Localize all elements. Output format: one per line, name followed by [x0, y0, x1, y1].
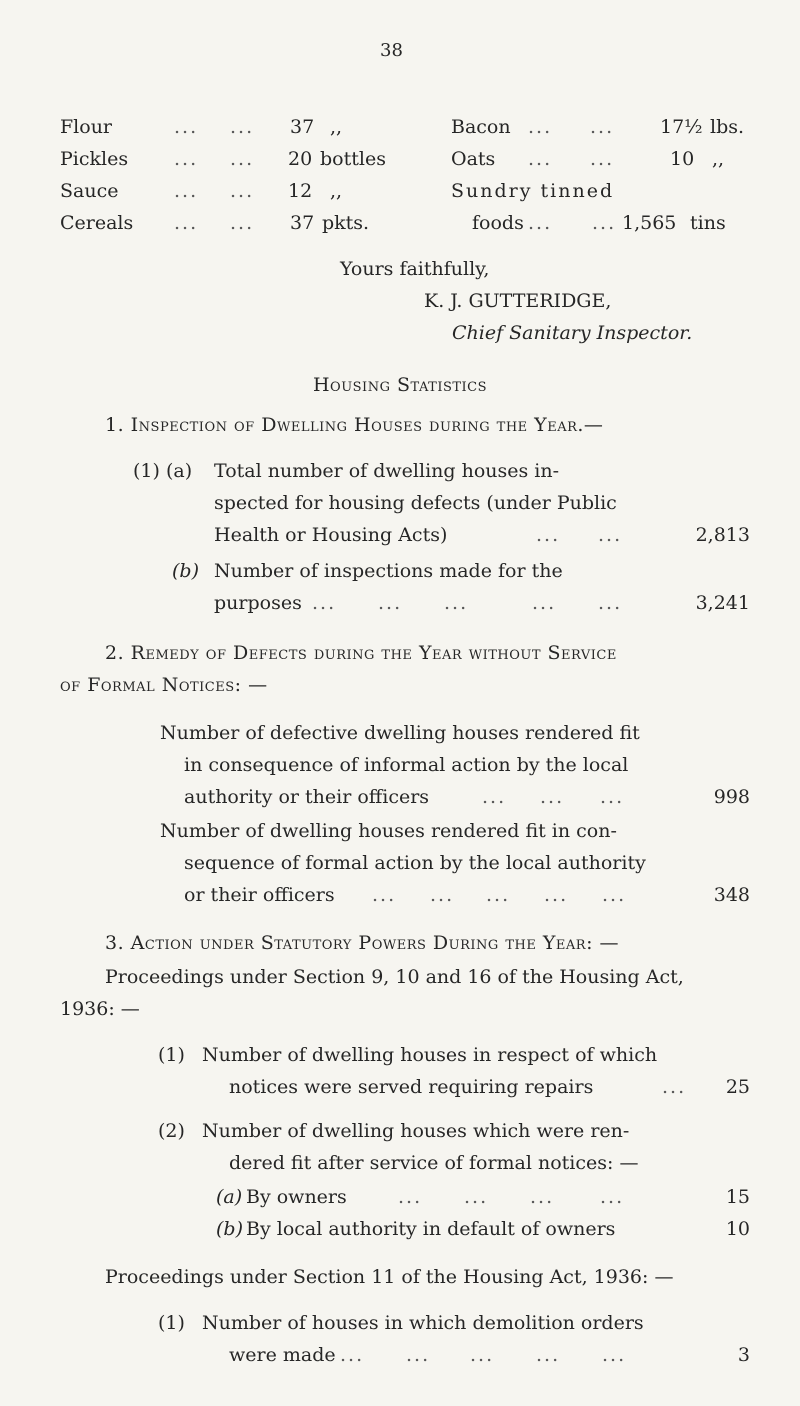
- item-text: notices were served requiring repairs: [229, 1076, 594, 1098]
- letter-closing: Yours faithfully,: [340, 258, 490, 280]
- food-qty: 37: [290, 212, 315, 234]
- page-number: 38: [380, 40, 403, 61]
- food-unit: ,,: [330, 116, 343, 138]
- paragraph-text: Proceedings under Section 11 of the Housing Act, 1936: —: [105, 1266, 674, 1288]
- food-name: Sundry tinned: [451, 180, 615, 202]
- item-value: 2,813: [695, 524, 750, 546]
- leader-dots: ...: [544, 884, 569, 906]
- signatory-name: K. J. GUTTERIDGE,: [424, 290, 612, 312]
- food-unit: bottles: [320, 148, 386, 170]
- item-text: By owners: [246, 1186, 347, 1208]
- item-text: Number of dwelling houses rendered fit in con-: [160, 820, 617, 842]
- item-value: 3,241: [695, 592, 750, 614]
- item-label: (b): [172, 560, 199, 582]
- food-qty: 10: [670, 148, 695, 170]
- leader-dots: ...: [600, 1186, 625, 1208]
- food-unit: lbs.: [710, 116, 745, 138]
- food-name: Cereals: [60, 212, 134, 234]
- leader-dots: ...: [528, 116, 553, 138]
- item-value: 15: [725, 1186, 750, 1208]
- signatory-title: Chief Sanitary Inspector.: [452, 322, 693, 344]
- leader-dots: ...: [430, 884, 455, 906]
- food-qty: 1,565: [622, 212, 677, 234]
- food-qty: 17½: [660, 116, 703, 138]
- leader-dots: ...: [602, 1344, 627, 1366]
- leader-dots: ...: [464, 1186, 489, 1208]
- item-text: dered fit after service of formal notices: —: [229, 1152, 639, 1174]
- item-label: (2): [158, 1120, 185, 1142]
- leader-dots: ...: [470, 1344, 495, 1366]
- item-text: authority or their officers: [184, 786, 430, 808]
- food-name: foods: [472, 212, 524, 234]
- leader-dots: ...: [590, 148, 615, 170]
- leader-dots: ...: [174, 180, 199, 202]
- item-text: Number of inspections made for the: [214, 560, 563, 582]
- leader-dots: ...: [536, 1344, 561, 1366]
- leader-dots: ...: [230, 148, 255, 170]
- leader-dots: ...: [406, 1344, 431, 1366]
- leader-dots: ...: [174, 116, 199, 138]
- item-text: in consequence of informal action by the local: [184, 754, 629, 776]
- item-text: Total number of dwelling houses in-: [214, 460, 560, 482]
- leader-dots: ...: [398, 1186, 423, 1208]
- food-qty: 20: [288, 148, 313, 170]
- food-name: Sauce: [60, 180, 119, 202]
- leader-dots: ...: [174, 212, 199, 234]
- leader-dots: ...: [230, 116, 255, 138]
- item-text: Number of houses in which demolition orders: [202, 1312, 644, 1334]
- section-2-heading-cont: of Formal Notices: —: [60, 674, 268, 696]
- item-value: 3: [737, 1344, 750, 1366]
- leader-dots: ...: [600, 786, 625, 808]
- item-text: Number of dwelling houses in respect of which: [202, 1044, 658, 1066]
- food-name: Flour: [60, 116, 113, 138]
- leader-dots: ...: [598, 592, 623, 614]
- paragraph-text: 1936: —: [60, 998, 140, 1020]
- leader-dots: ...: [530, 1186, 555, 1208]
- food-unit: tins: [690, 212, 726, 234]
- item-text: spected for housing defects (under Public: [214, 492, 617, 514]
- leader-dots: ...: [372, 884, 397, 906]
- item-text: purposes: [214, 592, 302, 614]
- leader-dots: ...: [598, 524, 623, 546]
- food-name: Oats: [451, 148, 496, 170]
- item-text: Health or Housing Acts): [214, 524, 448, 546]
- item-text: Number of dwelling houses which were ren-: [202, 1120, 630, 1142]
- item-value: 998: [713, 786, 750, 808]
- leader-dots: ...: [540, 786, 565, 808]
- item-label: (1) (a): [133, 460, 193, 482]
- item-label: (a): [216, 1186, 243, 1208]
- leader-dots: ...: [528, 212, 553, 234]
- item-text: were made: [229, 1344, 336, 1366]
- leader-dots: ...: [444, 592, 469, 614]
- item-text: or their officers: [184, 884, 335, 906]
- leader-dots: ...: [592, 212, 617, 234]
- leader-dots: ...: [602, 884, 627, 906]
- leader-dots: ...: [378, 592, 403, 614]
- food-name: Bacon: [451, 116, 511, 138]
- food-unit: ,,: [330, 180, 343, 202]
- leader-dots: ...: [486, 884, 511, 906]
- item-label: (1): [158, 1312, 185, 1334]
- item-value: 25: [725, 1076, 750, 1098]
- food-qty: 12: [288, 180, 313, 202]
- item-label: (b): [216, 1218, 243, 1240]
- item-value: 348: [713, 884, 750, 906]
- leader-dots: ...: [532, 592, 557, 614]
- food-name: Pickles: [60, 148, 129, 170]
- section-3-heading: 3. Action under Statutory Powers During the Year: —: [105, 932, 620, 954]
- item-label: (1): [158, 1044, 185, 1066]
- leader-dots: ...: [174, 148, 199, 170]
- leader-dots: ...: [590, 116, 615, 138]
- section-2-heading: 2. Remedy of Defects during the Year without Service: [105, 642, 617, 664]
- section-title: Housing Statistics: [312, 374, 488, 396]
- item-text: By local authority in default of owners: [246, 1218, 616, 1240]
- food-unit: ,,: [712, 148, 725, 170]
- leader-dots: ...: [662, 1076, 687, 1098]
- section-1-heading: 1. Inspection of Dwelling Houses during the Year.—: [105, 414, 604, 436]
- item-text: sequence of formal action by the local authority: [184, 852, 646, 874]
- leader-dots: ...: [230, 212, 255, 234]
- item-value: 10: [725, 1218, 750, 1240]
- paragraph-text: Proceedings under Section 9, 10 and 16 of the Housing Act,: [105, 966, 684, 988]
- leader-dots: ...: [340, 1344, 365, 1366]
- leader-dots: ...: [312, 592, 337, 614]
- leader-dots: ...: [528, 148, 553, 170]
- leader-dots: ...: [230, 180, 255, 202]
- leader-dots: ...: [482, 786, 507, 808]
- food-qty: 37: [290, 116, 315, 138]
- leader-dots: ...: [536, 524, 561, 546]
- food-unit: pkts.: [322, 212, 370, 234]
- item-text: Number of defective dwelling houses rendered fit: [160, 722, 640, 744]
